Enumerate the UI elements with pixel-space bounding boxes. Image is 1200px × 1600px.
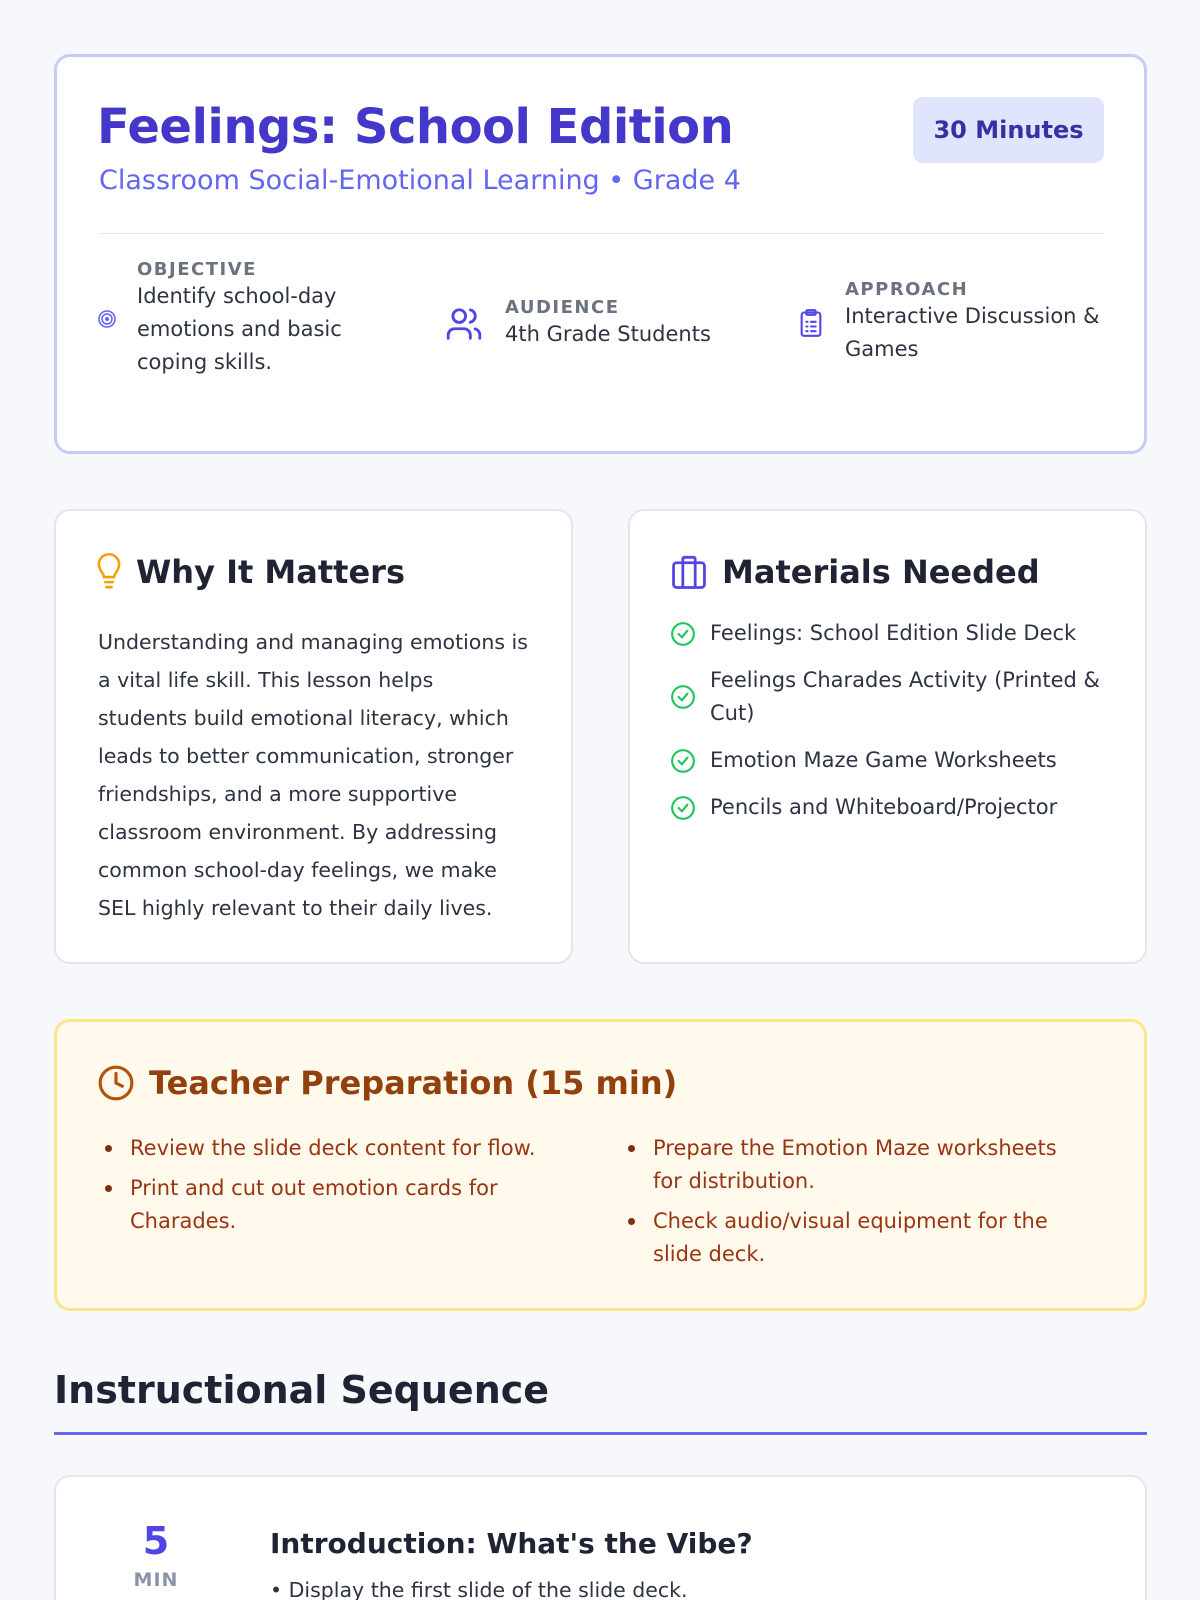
list-item [670, 791, 1110, 824]
materials-heading-text: Materials Needed [722, 553, 1040, 591]
list-item [670, 664, 1110, 730]
why-heading [96, 553, 405, 591]
check-circle-icon [670, 748, 696, 774]
list-item: Review the slide deck content for flow. [97, 1132, 537, 1165]
material-item-text: Emotion Maze Game Worksheets [710, 748, 1057, 772]
duration-badge: 30 Minutes [913, 97, 1104, 163]
prep-heading-text: Teacher Preparation (15 min) [149, 1064, 678, 1102]
page-title: Feelings: School Edition [97, 99, 734, 155]
sequence-heading: Instructional Sequence [54, 1368, 550, 1412]
list-item [670, 617, 1110, 650]
material-item-text: Feelings Charades Activity (Printed & Cut) [710, 668, 1100, 725]
users-icon [445, 305, 483, 343]
prep-list-left [97, 1132, 537, 1245]
materials-heading [670, 553, 1040, 591]
clock-icon [97, 1064, 135, 1102]
briefcase-icon [670, 555, 708, 589]
list-item: Prepare the Emotion Maze worksheets for distribution. [620, 1132, 1060, 1198]
check-circle-icon [670, 684, 696, 710]
material-item-text: Pencils and Whiteboard/Projector [710, 795, 1058, 819]
step-item: • Display the first slide of the slide deck. [270, 1578, 688, 1600]
why-heading-text: Why It Matters [136, 553, 405, 591]
meta-audience-label: AUDIENCE [505, 297, 620, 318]
materials-needed-card [628, 509, 1147, 964]
lesson-header-card [54, 54, 1147, 454]
page-subtitle: Classroom Social-Emotional Learning • Grade 4 [99, 165, 741, 196]
step-duration-unit: MIN [133, 1569, 179, 1591]
why-body-text: Understanding and managing emotions is a vital life skill. This lesson helps students build emotional literacy, which leads to better communication, stronger friendships, and a more supportive classroom environment. By addressing common school-day feelings, we make SEL highly relevant to their daily lives. [98, 630, 528, 920]
check-circle-icon [670, 621, 696, 647]
lightbulb-icon [96, 553, 122, 591]
prep-heading [97, 1064, 677, 1102]
meta-audience [445, 297, 745, 351]
meta-audience-value: 4th Grade Students [505, 322, 711, 346]
teacher-preparation-card [54, 1019, 1147, 1311]
meta-objective [97, 259, 407, 379]
list-item [670, 744, 1110, 777]
why-it-matters-card [54, 509, 573, 964]
list-item: Check audio/visual equipment for the slide deck. [620, 1205, 1060, 1271]
target-icon [97, 309, 117, 329]
meta-approach [797, 279, 1107, 366]
step-duration-number: 5 [142, 1519, 170, 1563]
meta-approach-label: APPROACH [845, 279, 969, 300]
meta-objective-label: OBJECTIVE [137, 259, 257, 280]
step-duration [116, 1519, 196, 1591]
clipboard-icon [797, 307, 825, 339]
prep-list-right [620, 1132, 1060, 1278]
meta-approach-value: Interactive Discussion & Games [845, 304, 1100, 361]
step-title: Introduction: What's the Vibe? [270, 1527, 753, 1560]
sequence-step-card [54, 1475, 1147, 1600]
meta-objective-value: Identify school-day emotions and basic coping skills. [137, 284, 342, 374]
check-circle-icon [670, 795, 696, 821]
materials-list [670, 617, 1110, 838]
sequence-divider [54, 1432, 1147, 1435]
header-divider [99, 233, 1104, 234]
list-item: Print and cut out emotion cards for Charades. [97, 1172, 537, 1238]
material-item-text: Feelings: School Edition Slide Deck [710, 621, 1077, 645]
